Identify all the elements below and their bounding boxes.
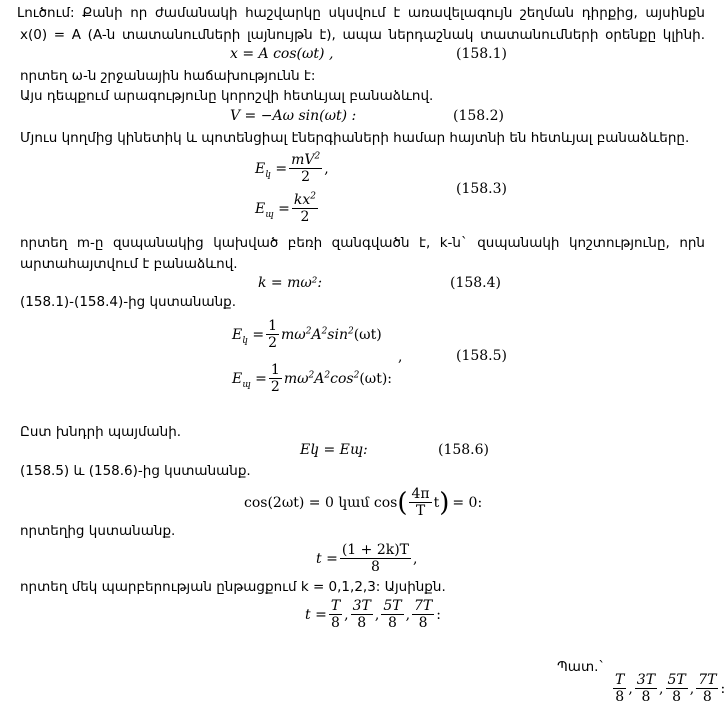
- potential-energy-time-formula: $E_պ$ = $\frac{1}{2}$ $m\omega^2A^2\cos^2(\omega t)$:: [232, 362, 392, 395]
- equation-158-1: x = A cos(ωt) ,: [230, 46, 334, 62]
- potential-energy-formula: $E_պ$ = $\frac{kx^2}{2}$: [255, 191, 317, 225]
- text-line-4: որտեղ ω-ն շրջանային հաճախությունն է:: [20, 68, 316, 84]
- answer-values: $\frac{T}{8}$ , $\frac{3T}{8}$ , $\frac{5T}{8}$ , $\frac{7T}{8}$ :: [615, 672, 725, 705]
- text-line-20: որտեղից կստանանք.: [20, 523, 176, 539]
- cos-equation: cos(2ωt) = 0 կամ cos ( $\frac{4\pi}{T}$ t ) = 0:: [244, 486, 483, 519]
- text-line-22: որտեղ մեկ պարբերության ընթացքում k = 0,1,2,3: Այսինքն.: [20, 579, 446, 595]
- text-line-16: Ըստ խնդրի պայմանի.: [20, 424, 182, 440]
- text-line-11: արտահայտվում է բանաձևով.: [20, 256, 238, 272]
- equation-158-2: V = −Aω sin(ωt) :: [230, 108, 357, 124]
- equation-number-158-2: (158.2): [453, 108, 505, 124]
- text-line-1: Լուծում: Քանի որ ժամանակի հաշվարկը սկսվում է առավելագույն շեղման դիրքից, այսինքն: [17, 5, 705, 21]
- equation-number-158-6: (158.6): [438, 442, 490, 458]
- time-values: t = $\frac{T}{8}$ , $\frac{3T}{8}$ , $\frac{5T}{8}$ , $\frac{7T}{8}$ :: [305, 598, 441, 631]
- equation-number-158-5: (158.5): [456, 348, 508, 364]
- kinetic-energy-time-formula: $E_կ$ = $\frac{1}{2}$ $m\omega^2A^2\sin^2(\omega t)$: [232, 318, 382, 351]
- text-line-13: (158.1)-(158.4)-ից կստանանք.: [20, 294, 237, 310]
- equation-number-158-4: (158.4): [450, 275, 502, 291]
- equation-158-6: Eկ = Eպ:: [300, 442, 368, 458]
- comma-158-5: ,: [398, 349, 403, 365]
- text-line-7: Մյուս կողմից կինետիկ և պոտենցիալ էներգիաների համար հայտնի են հետևյալ բանաձևերը.: [20, 130, 690, 146]
- text-line-10: որտեղ m-ը զսպանակից կախված բեռի զանգվածն է, k-ն` զսպանակի կոշտությունը, որն: [20, 235, 705, 251]
- equation-158-4: k = mω²:: [258, 275, 323, 291]
- text-line-18: (158.5) և (158.6)-ից կստանանք.: [20, 463, 251, 479]
- time-formula: t = $\frac{(1 + 2k)T}{8}$ ,: [316, 542, 418, 575]
- text-line-5: Այս դեպքում արագությունը կորոշվի հետևյալ բանաձևով.: [20, 88, 434, 104]
- equation-number-158-1: (158.1): [456, 46, 508, 62]
- kinetic-energy-formula: $E_կ$ = $\frac{mV^2}{2}$ ,: [255, 151, 329, 185]
- equation-number-158-3: (158.3): [456, 181, 508, 197]
- answer-label: Պատ.`: [557, 659, 606, 675]
- text-line-2: x(0) = A (A-ն տատանումների լայնույթն է), ապա ներդաշնակ տատանումների օրենքը կլինի.: [20, 27, 705, 43]
